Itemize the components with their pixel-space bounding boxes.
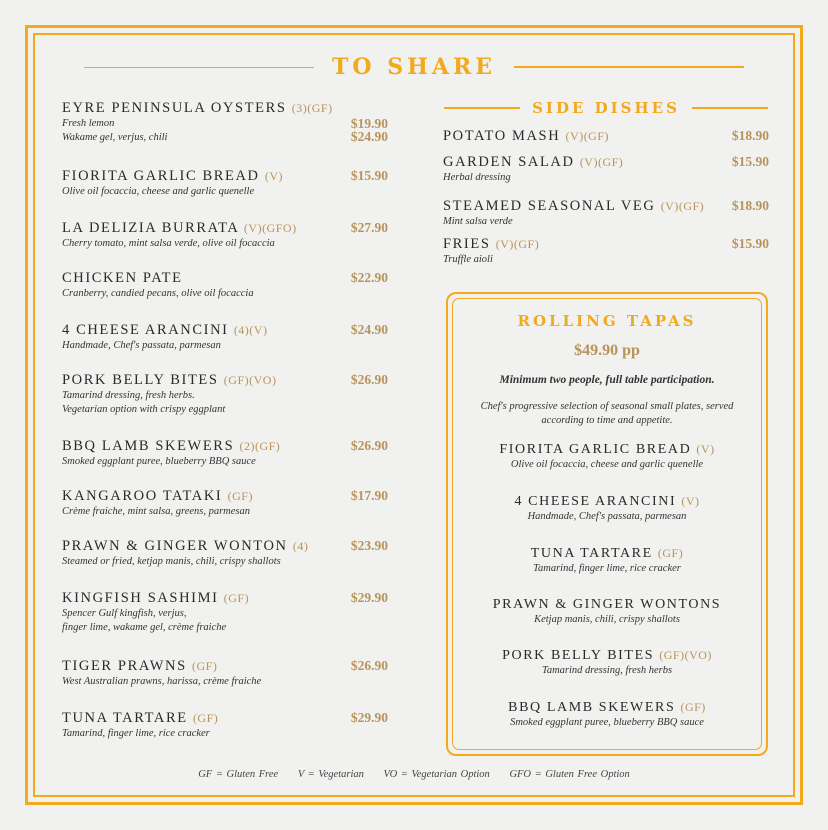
item-description: Olive oil focaccia, cheese and garlic quenelle xyxy=(62,186,255,197)
tapas-item-title: PRAWN & GINGER WONTONS xyxy=(492,597,722,612)
tapas-item-tags: (GF) xyxy=(680,700,706,714)
item-price: $17.90 xyxy=(350,488,388,503)
tapas-item-description: Tamarind dressing, fresh herbs xyxy=(541,665,673,676)
title-rule-left xyxy=(84,67,314,68)
menu-item xyxy=(62,220,392,251)
title-text: TO SHARE xyxy=(332,54,496,80)
item-price: $18.90 xyxy=(731,128,769,143)
side-dish-item xyxy=(443,236,769,267)
item-title: PORK BELLY BITES xyxy=(62,372,219,388)
tapas-item-name xyxy=(446,442,768,458)
item-price: $26.90 xyxy=(350,372,388,387)
tapas-item-name xyxy=(446,648,768,664)
item-title: LA DELIZIA BURRATA xyxy=(62,220,239,236)
item-tags: (V)(GF) xyxy=(579,155,624,169)
item-tags: (V)(GF) xyxy=(565,129,610,143)
legend-gfo: GFO = Gluten Free Option xyxy=(509,769,630,780)
item-name xyxy=(62,372,392,389)
side-dishes-title: SIDE DISHES xyxy=(532,99,680,117)
side-rule-left xyxy=(444,107,520,109)
tapas-item-name xyxy=(446,700,768,716)
item-description-line2: finger lime, wakame gel, crème fraiche xyxy=(62,622,227,633)
item-tags: (GF) xyxy=(227,489,253,503)
menu-item xyxy=(62,488,392,519)
item-description: Crème fraiche, mint salsa, greens, parmesan xyxy=(62,506,251,517)
side-dish-item xyxy=(443,128,769,145)
item-description: Mint salsa verde xyxy=(443,216,513,227)
tapas-item-name xyxy=(446,494,768,510)
side-rule-right xyxy=(692,107,768,109)
rolling-tapas-panel xyxy=(446,292,768,756)
item-price: $22.90 xyxy=(350,270,388,285)
item-tags: (GF) xyxy=(223,591,250,605)
tapas-item-tags: (V) xyxy=(696,442,715,456)
item-tags: (GF) xyxy=(192,659,218,673)
item-title: STEAMED SEASONAL VEG xyxy=(443,198,656,214)
side-dish-item xyxy=(443,154,769,185)
page-title xyxy=(0,50,828,84)
item-name xyxy=(62,538,392,555)
tapas-item-title: FIORITA GARLIC BREAD xyxy=(499,442,692,457)
item-description: Cherry tomato, mint salsa verde, olive oil focaccia xyxy=(62,238,275,249)
menu-item xyxy=(62,322,392,353)
tapas-item-description: Olive oil focaccia, cheese and garlic quenelle xyxy=(510,459,704,470)
item-title: TUNA TARTARE xyxy=(62,710,188,726)
item-title: PRAWN & GINGER WONTON xyxy=(62,538,288,554)
item-title: GARDEN SALAD xyxy=(443,154,575,170)
legend-gf: GF = Gluten Free xyxy=(198,769,279,780)
item-name xyxy=(62,100,392,117)
item-description: Cranberry, candied pecans, olive oil focaccia xyxy=(62,288,254,299)
menu-item xyxy=(62,658,392,689)
item-price: $26.90 xyxy=(350,658,388,673)
item-name xyxy=(62,168,392,185)
tapas-item xyxy=(446,700,768,730)
side-dish-item xyxy=(443,198,769,229)
item-tags: (3)(GF) xyxy=(291,101,333,115)
item-name xyxy=(443,236,769,253)
tapas-note: Minimum two people, full table participation. xyxy=(499,374,715,386)
tapas-item xyxy=(446,546,768,576)
tapas-item-tags: (GF) xyxy=(657,546,684,560)
item-tags: (V)(GF) xyxy=(495,237,540,251)
tapas-item-description: Tamarind, finger lime, rice cracker xyxy=(533,563,681,574)
item-price: $27.90 xyxy=(350,220,388,235)
item-description: Steamed or fried, ketjap manis, chili, crispy shallots xyxy=(62,556,281,567)
menu-item xyxy=(62,100,392,145)
item-price: $18.90 xyxy=(731,198,769,213)
menu-item xyxy=(62,538,392,569)
item-name xyxy=(443,154,769,171)
item-description: Tamarind, finger lime, rice cracker xyxy=(62,728,210,739)
title-rule-right xyxy=(514,66,744,68)
item-name xyxy=(62,322,392,339)
item-description: Smoked eggplant puree, blueberry BBQ sauce xyxy=(62,456,256,467)
item-price-alt: $24.90 xyxy=(350,129,388,144)
item-title: FRIES xyxy=(443,236,491,252)
item-title: BBQ LAMB SKEWERS xyxy=(62,438,235,454)
item-price: $23.90 xyxy=(350,538,388,553)
item-price: $15.90 xyxy=(731,236,769,251)
item-title: TIGER PRAWNS xyxy=(62,658,187,674)
item-description: Handmade, Chef's passata, parmesan xyxy=(62,340,221,351)
item-tags: (GF)(VO) xyxy=(223,373,277,387)
tapas-item-title: TUNA TARTARE xyxy=(530,546,653,561)
item-title: POTATO MASH xyxy=(443,128,561,144)
item-description-line2: Vegetarian option with crispy eggplant xyxy=(62,404,226,415)
tapas-item-name xyxy=(446,546,768,562)
tapas-item-tags: (V) xyxy=(681,494,700,508)
menu-item xyxy=(62,590,392,635)
legend-vo: VO = Vegetarian Option xyxy=(383,769,490,780)
side-dishes-heading xyxy=(444,96,768,120)
item-description: Spencer Gulf kingfish, verjus, xyxy=(62,608,187,619)
tapas-item-description: Smoked eggplant puree, blueberry BBQ sauce xyxy=(510,717,704,728)
item-tags: (2)(GF) xyxy=(239,439,281,453)
tapas-item-title: PORK BELLY BITES xyxy=(502,648,655,663)
item-tags: (4)(V) xyxy=(233,323,268,337)
tapas-description: Chef's progressive selection of seasonal small plates, served according to time and appetite. xyxy=(480,401,734,426)
tapas-item xyxy=(446,442,768,472)
legend-footer xyxy=(0,769,828,780)
item-name xyxy=(62,270,392,287)
item-tags: (GF) xyxy=(192,711,219,725)
item-title: 4 CHEESE ARANCINI xyxy=(62,322,229,338)
item-price: $29.90 xyxy=(350,590,388,605)
legend-v: V = Vegetarian xyxy=(297,769,364,780)
item-description: Truffle aioli xyxy=(443,254,493,265)
item-price: $24.90 xyxy=(350,322,388,337)
item-description: Tamarind dressing, fresh herbs. xyxy=(62,390,195,401)
item-name xyxy=(62,710,392,727)
menu-item xyxy=(62,168,392,199)
item-tags: (V)(GF) xyxy=(660,199,705,213)
menu-item xyxy=(62,438,392,469)
item-title: CHICKEN PATE xyxy=(62,270,183,286)
item-tags: (V) xyxy=(264,169,284,183)
item-title: FIORITA GARLIC BREAD xyxy=(62,168,260,184)
item-tags: (V)(GFO) xyxy=(243,221,297,235)
item-name xyxy=(443,128,769,145)
item-title: KINGFISH SASHIMI xyxy=(62,590,219,606)
tapas-item-description: Handmade, Chef's passata, parmesan xyxy=(527,511,687,522)
item-name xyxy=(62,658,392,675)
item-description: Herbal dressing xyxy=(443,172,511,183)
tapas-item-title: BBQ LAMB SKEWERS xyxy=(508,700,676,715)
menu-item xyxy=(62,372,392,417)
menu-item xyxy=(62,710,392,741)
item-price: $26.90 xyxy=(350,438,388,453)
tapas-item xyxy=(446,648,768,678)
item-description-line2: Wakame gel, verjus, chili xyxy=(62,132,168,143)
tapas-item xyxy=(446,597,768,627)
tapas-price: $49.90 pp xyxy=(574,342,640,359)
item-title: EYRE PENINSULA OYSTERS xyxy=(62,100,287,116)
item-name xyxy=(62,438,392,455)
menu-item xyxy=(62,270,392,301)
tapas-item-title: 4 CHEESE ARANCINI xyxy=(514,494,677,509)
tapas-item-description: Ketjap manis, chili, crispy shallots xyxy=(534,614,680,625)
item-price: $15.90 xyxy=(350,168,388,183)
item-tags: (4) xyxy=(292,539,309,553)
item-name xyxy=(62,590,392,607)
tapas-item-tags: (GF)(VO) xyxy=(659,648,712,662)
item-name xyxy=(443,198,769,215)
tapas-item-name xyxy=(446,597,768,613)
tapas-title: ROLLING TAPAS xyxy=(517,312,697,330)
item-title: KANGAROO TATAKI xyxy=(62,488,223,504)
item-name xyxy=(62,488,392,505)
item-description: Fresh lemon xyxy=(62,118,115,129)
item-description: West Australian prawns, harissa, crème fraiche xyxy=(62,676,262,687)
tapas-item xyxy=(446,494,768,524)
item-name xyxy=(62,220,392,237)
item-price: $19.90 xyxy=(350,116,388,131)
item-price: $29.90 xyxy=(350,710,388,725)
item-price: $15.90 xyxy=(731,154,769,169)
